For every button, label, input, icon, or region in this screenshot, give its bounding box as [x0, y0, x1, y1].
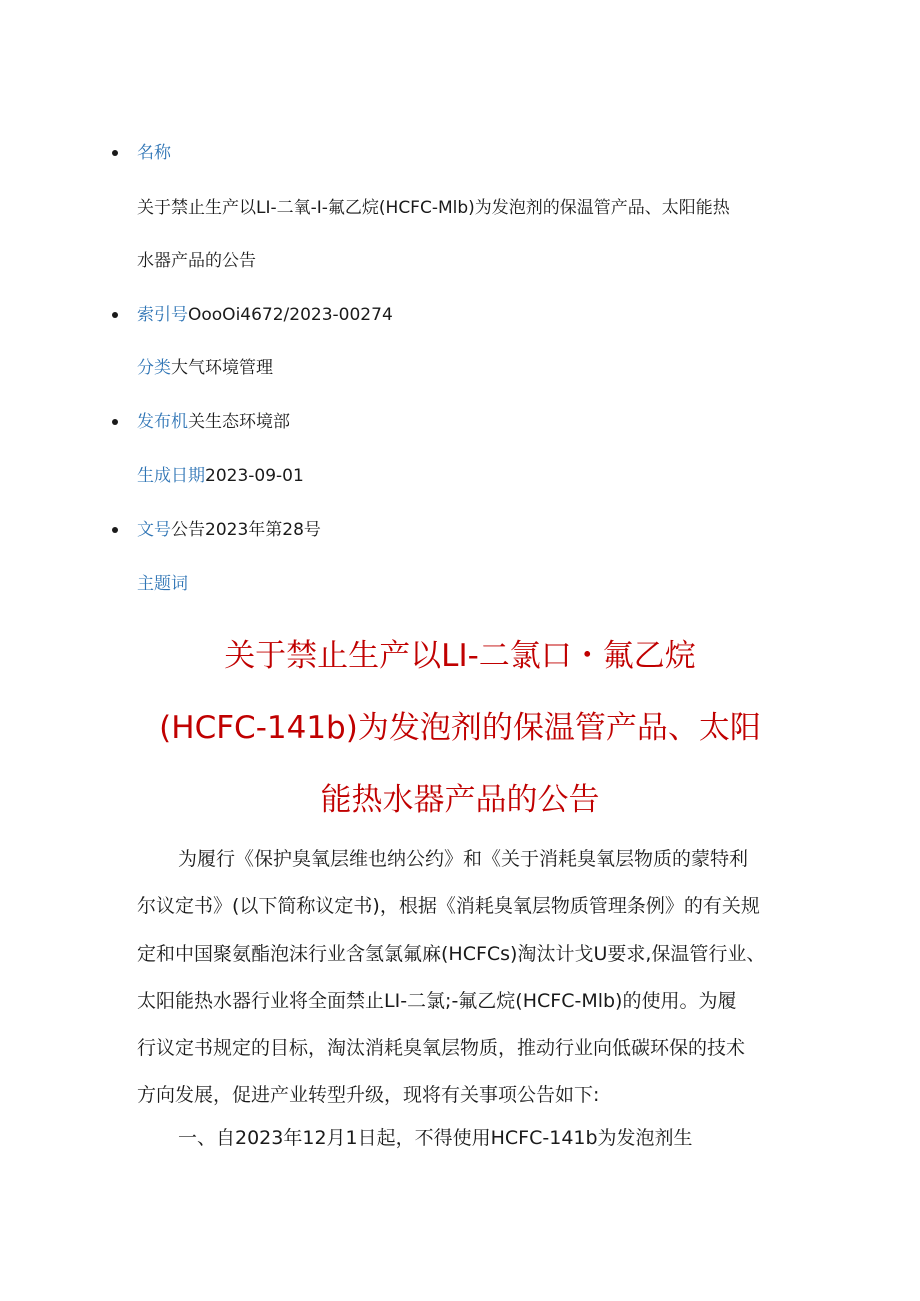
meta-date-label: 生成日期 — [137, 466, 205, 486]
meta-name-row — [137, 142, 171, 164]
meta-publisher-row — [137, 411, 290, 433]
meta-name-value-line1 — [137, 197, 730, 219]
meta-date-row — [137, 465, 304, 487]
document-title-line3: 能热水器产品的公告 — [320, 782, 600, 818]
meta-docno-value: 公告2023年第28号 — [171, 520, 321, 540]
meta-date-value: 2023-09-01 — [205, 466, 304, 486]
body-line: 一、自2023年12月1日起，不得使用HCFC-141b为发泡剂生 — [178, 1127, 693, 1149]
list-bullet — [112, 312, 118, 318]
meta-name-label: 名称 — [137, 143, 171, 163]
document-title-line2: (HCFC-141b)为发泡剂的保温管产品、太阳 — [159, 710, 761, 746]
meta-subject-label: 主题词 — [137, 574, 188, 594]
meta-name-value-line2 — [137, 250, 256, 272]
list-bullet — [112, 150, 118, 156]
body-line: 方向发展，促进产业转型升级，现将有关事项公告如下: — [137, 1084, 600, 1106]
list-bullet — [112, 419, 118, 425]
body-line: 尔议定书》(以下简称议定书)，根据《消耗臭氧层物质管理条例》的有关规 — [137, 895, 760, 917]
meta-publisher-label: 发布机 — [137, 412, 188, 432]
meta-category-value: 大气环境管理 — [171, 358, 273, 378]
meta-index-value: OooOi4672/2023-00274 — [188, 305, 393, 325]
meta-publisher-value: 关生态环境部 — [188, 412, 290, 432]
meta-category-label: 分类 — [137, 358, 171, 378]
meta-category-row — [137, 357, 273, 379]
document-title-line1: 关于禁止生产以LI-二氯口・氟乙烷 — [224, 638, 696, 674]
body-line: 为履行《保护臭氧层维也纳公约》和《关于消耗臭氧层物质的蒙特利 — [178, 848, 749, 870]
body-line: 定和中国聚氨酯泡沫行业含氢氯氟麻(HCFCs)淘汰计戈U要求,保温管行业、 — [137, 943, 766, 965]
list-bullet — [112, 527, 118, 533]
body-line: 行议定书规定的目标，淘汰消耗臭氧层物质，推动行业向低碳环保的技术 — [137, 1037, 746, 1059]
meta-index-label: 索引号 — [137, 305, 188, 325]
meta-index-row — [137, 304, 393, 326]
meta-name-value: 关于禁止生产以LI-二氧-I-氟乙烷(HCFC-Mlb)为发泡剂的保温管产品、太阳能热 — [137, 198, 730, 218]
body-line: 太阳能热水器行业将全面禁止LI-二氯;-氟乙烷(HCFC-Mlb)的使用。为履 — [137, 990, 737, 1012]
meta-subject-row — [137, 573, 188, 595]
meta-docno-label: 文号 — [137, 520, 171, 540]
meta-docno-row — [137, 519, 321, 541]
meta-name-value-cont: 水器产品的公告 — [137, 251, 256, 271]
